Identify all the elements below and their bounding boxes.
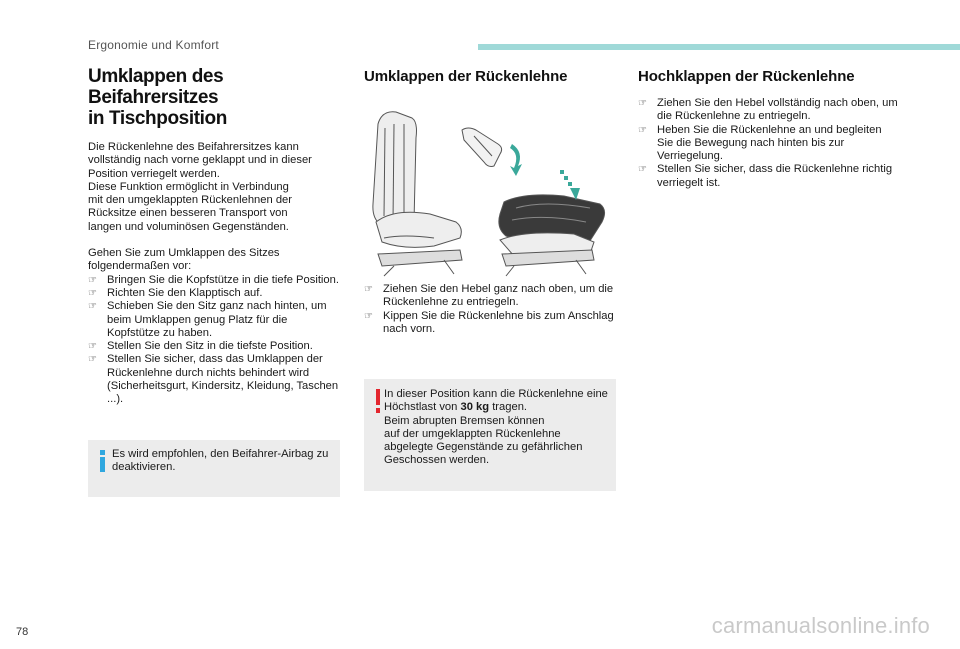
max-load-value: 30 kg [460,401,490,414]
flag-bullet-icon: ☞ [638,164,647,176]
list-item: ☞ Stellen Sie den Sitz in die tiefste Position. [88,340,313,353]
flag-bullet-icon: ☞ [638,124,647,136]
page-title-line-1: Umklappen des Beifahrersitzes [88,66,224,108]
fold-backrest-steps [364,283,616,336]
page-title-line-2: in Tischposition [88,108,227,129]
upright-seat-drawing [373,112,462,276]
flag-bullet-icon: ☞ [364,310,373,322]
flag-bullet-icon: ☞ [88,287,97,299]
column-fold-backrest [364,66,616,85]
page-title [88,66,340,129]
flag-bullet-icon: ☞ [638,98,647,109]
list-item: ☞ Ziehen Sie den Hebel ganz nach oben, um die Rückenlehne zu entriegeln. [364,283,614,309]
column-raise-backrest [638,66,900,190]
column-table-position [88,66,340,407]
list-item: ☞ Schieben Sie den Sitz ganz nach hinten, um beim Umklappen genug Platz für die Kopfstütze zu haben. [88,300,327,339]
info-icon [98,450,107,477]
flag-bullet-icon: ☞ [364,284,373,295]
fold-steps-list [88,274,340,407]
arrow-icon [510,144,580,200]
list-item: ☞ Kippen Sie die Rückenlehne bis zum Anschlag nach vorn. [364,309,614,335]
flag-bullet-icon: ☞ [88,341,97,353]
section-label: Ergonomie und Komfort [88,38,219,52]
list-item: ☞ Stellen Sie sicher, dass das Umklappen der Rückenlehne durch nichts behindert wird (Sicherheitsgurt, Kindersitz, Kleidung, Taschen ...). [88,353,339,406]
flag-bullet-icon: ☞ [88,274,97,286]
list-item: ☞ Ziehen Sie den Hebel vollständig nach oben, um die Rückenlehne zu entriegeln. [638,97,898,123]
warning-note [364,379,616,491]
info-note [88,440,340,497]
seat-fold-illustration [364,104,616,278]
steps-intro: Gehen Sie zum Umklappen des Sitzes folgendermaßen vor: [88,247,280,273]
section-heading-raise: Hochklappen der Rückenlehne [638,68,855,85]
list-item: ☞ Richten Sie den Klapptisch auf. [88,286,263,299]
list-item: ☞ Bringen Sie die Kopfstütze in die tiefe Position. [88,273,339,286]
fold-steps-block [364,283,616,336]
flag-bullet-icon: ☞ [88,301,97,313]
list-item: ☞ Stellen Sie sicher, dass die Rückenlehne richtig verriegelt ist. [638,163,893,189]
flag-bullet-icon: ☞ [88,354,97,366]
section-heading-fold: Umklappen der Rückenlehne [364,68,568,85]
raise-backrest-steps [638,97,900,190]
section-accent-bar [478,44,960,50]
page-number: 78 [16,626,29,638]
list-item: ☞ Heben Sie die Rückenlehne an und begleiten Sie die Bewegung nach hinten bis zur Verriegelung. [638,123,882,163]
warning-icon [374,389,382,418]
warning-note-text: In dieser Position kann die Rückenlehne eine Höchstlast von 30 kg tragen. Beim abrupten Bremsen können auf der umgeklappten Rückenlehne abgelegte Gegenstände zu gefährlichen Geschossen werden. [384,388,608,467]
intro-paragraph: Die Rückenlehne des Beifahrersitzes kann vollständig nach vorne geklappt und in dieser Position verriegelt werden. Diese Funktion ermöglicht in Verbindung mit den umgeklappten Rückenlehnen der Rücksitze einen besseren Transport von langen und voluminösen Gegenständen. [88,141,312,233]
watermark: carmanualsonline.info [711,613,930,638]
folded-seat-drawing [462,128,605,276]
info-note-text: Es wird empfohlen, den Beifahrer-Airbag zu deaktivieren. [112,448,329,474]
